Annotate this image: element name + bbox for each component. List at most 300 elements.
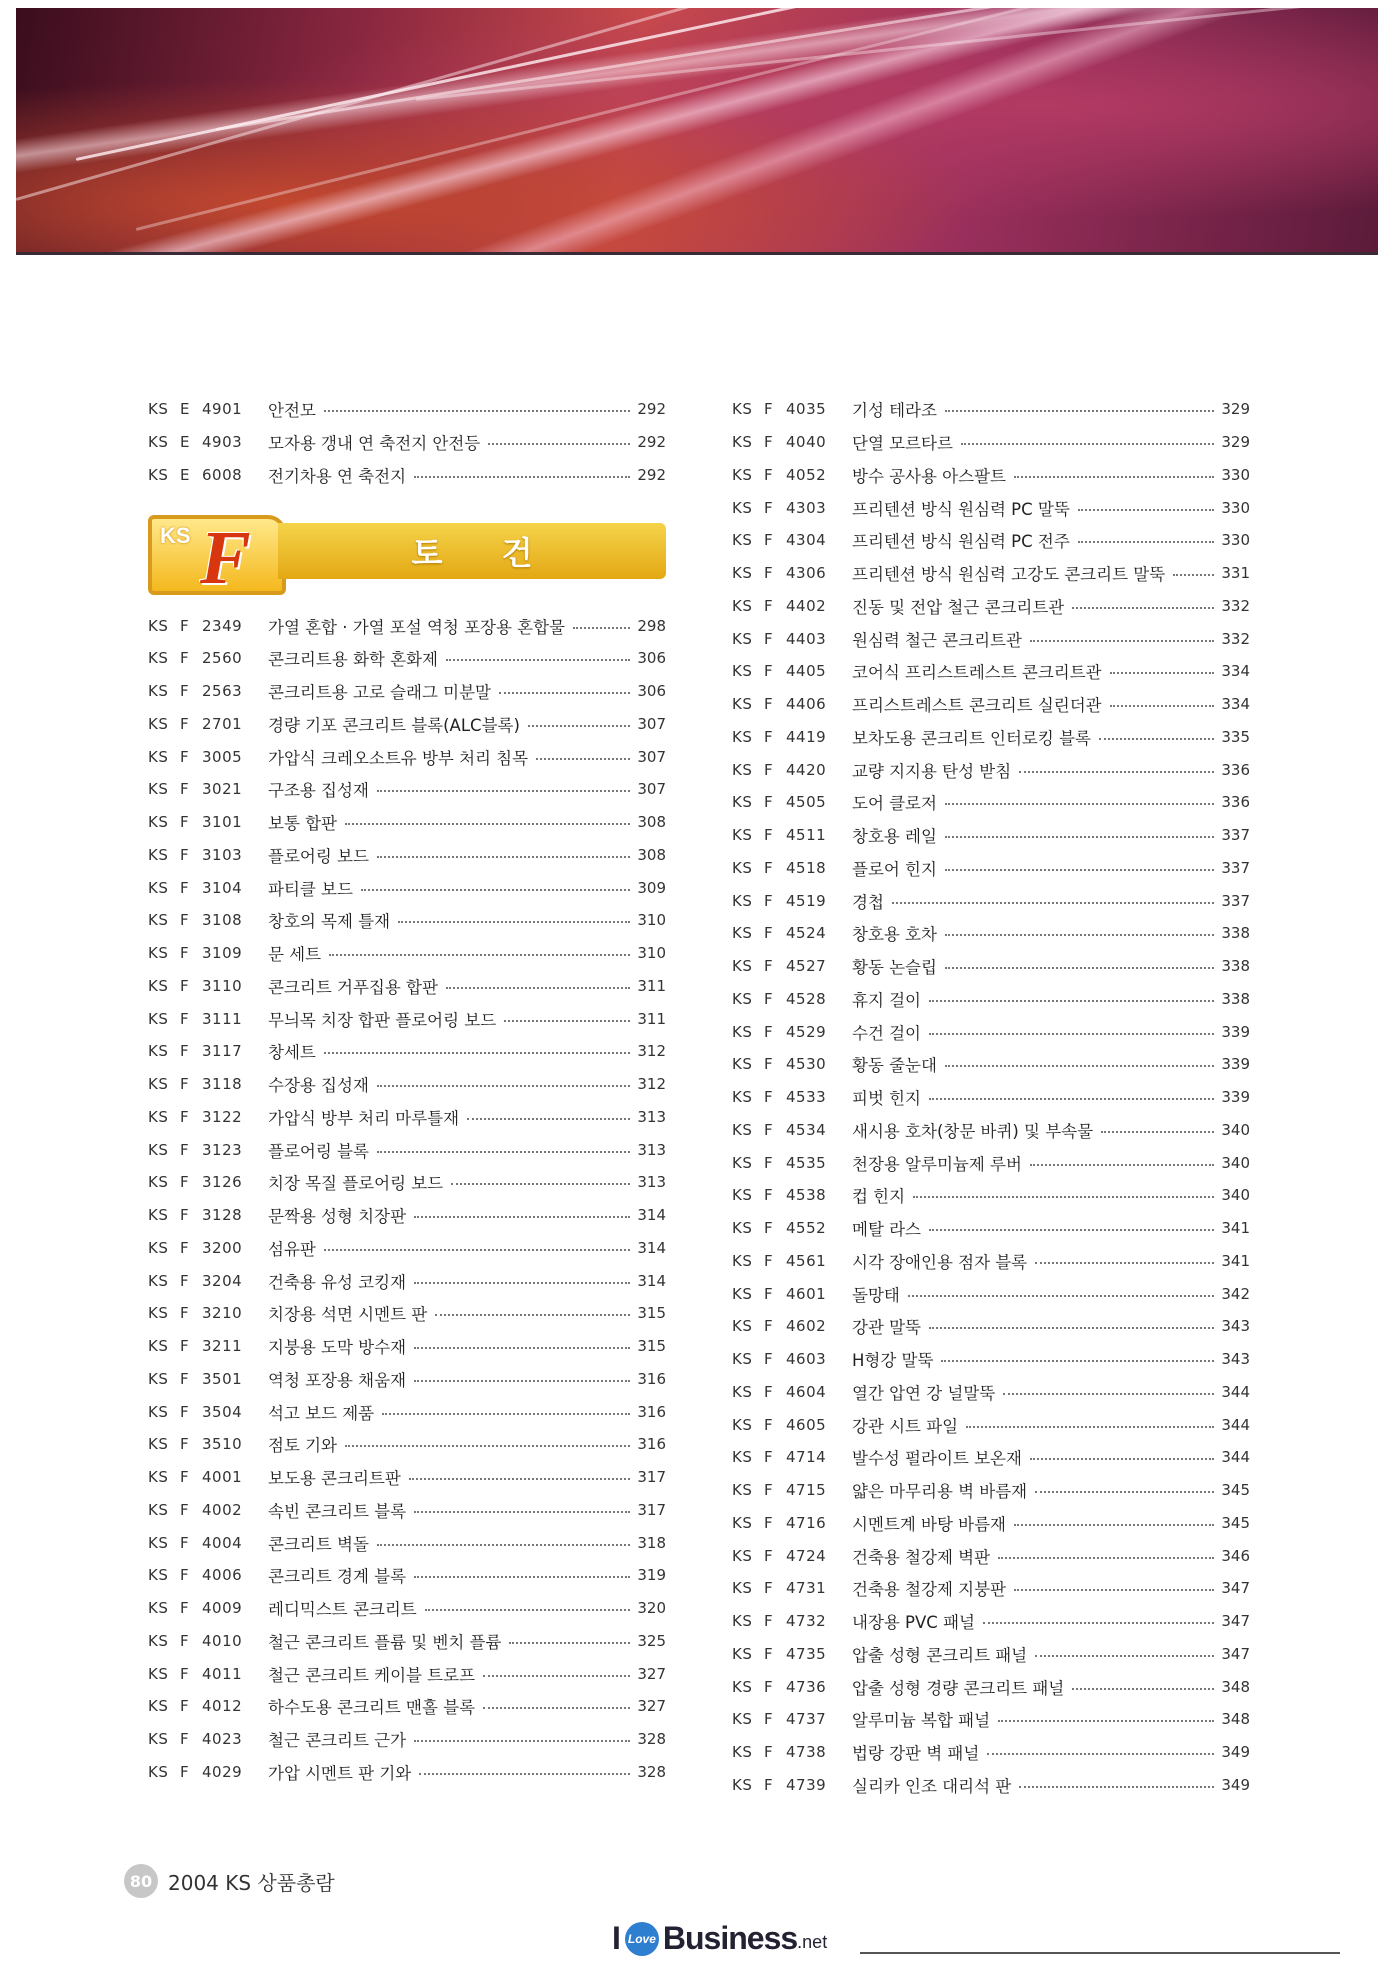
entry-title: 도어 클로저 bbox=[852, 794, 937, 814]
code-prefix: KS bbox=[148, 465, 169, 484]
entry-page: 339 bbox=[1221, 1088, 1250, 1107]
code-category: F bbox=[764, 1513, 774, 1532]
entry-title: 얇은 마무리용 벽 바름재 bbox=[852, 1482, 1028, 1502]
code-category: F bbox=[764, 1775, 774, 1794]
index-entry bbox=[148, 1559, 666, 1592]
entry-title: 방수 공사용 아스팔트 bbox=[852, 466, 1006, 486]
dot-leader bbox=[1030, 640, 1214, 642]
entry-page: 316 bbox=[637, 1402, 666, 1421]
code-category: F bbox=[764, 1644, 774, 1663]
code-prefix: KS bbox=[732, 629, 753, 648]
entry-page: 334 bbox=[1221, 662, 1250, 681]
code-category: F bbox=[764, 1088, 774, 1107]
entry-title: 석고 보드 제품 bbox=[268, 1403, 375, 1423]
index-entry bbox=[732, 1212, 1250, 1245]
code-prefix: KS bbox=[148, 1337, 169, 1356]
standard-code bbox=[732, 1481, 852, 1499]
code-category: F bbox=[764, 1186, 774, 1205]
entry-page: 343 bbox=[1221, 1350, 1250, 1369]
code-prefix: KS bbox=[732, 793, 753, 812]
dot-leader bbox=[483, 1675, 630, 1677]
index-entry bbox=[732, 950, 1250, 983]
standard-code bbox=[732, 1579, 852, 1597]
entry-page: 340 bbox=[1221, 1186, 1250, 1205]
dot-leader bbox=[1072, 607, 1214, 609]
entry-page: 342 bbox=[1221, 1284, 1250, 1303]
entry-page: 336 bbox=[1221, 760, 1250, 779]
index-entry bbox=[732, 1245, 1250, 1278]
dot-leader bbox=[1019, 771, 1214, 773]
entry-title: 철근 콘크리트 근가 bbox=[268, 1731, 407, 1751]
code-prefix: KS bbox=[732, 1251, 753, 1270]
dot-leader bbox=[446, 659, 630, 661]
standard-code bbox=[732, 728, 852, 746]
code-number: 4519 bbox=[786, 891, 827, 910]
entry-page: 298 bbox=[637, 616, 666, 635]
dot-leader bbox=[483, 1707, 630, 1709]
entry-page: 345 bbox=[1221, 1481, 1250, 1500]
code-prefix: KS bbox=[732, 924, 753, 943]
index-entry bbox=[148, 708, 666, 741]
entry-page: 307 bbox=[637, 714, 666, 733]
standard-code bbox=[148, 1010, 268, 1028]
index-entry bbox=[732, 1507, 1250, 1540]
standard-code bbox=[732, 662, 852, 680]
dot-leader bbox=[573, 627, 630, 629]
entry-title: 수건 걸이 bbox=[852, 1023, 922, 1043]
index-entry bbox=[148, 1297, 666, 1330]
dot-leader bbox=[998, 1557, 1214, 1559]
index-entry bbox=[732, 491, 1250, 524]
entry-title: 코어식 프리스트레스트 콘크리트관 bbox=[852, 663, 1102, 683]
index-entry bbox=[732, 1703, 1250, 1736]
dot-leader bbox=[987, 1753, 1214, 1755]
code-prefix: KS bbox=[732, 400, 753, 419]
standard-code bbox=[732, 695, 852, 713]
standard-code bbox=[732, 1612, 852, 1630]
code-number: 4304 bbox=[786, 531, 827, 550]
code-category: F bbox=[764, 465, 774, 484]
entry-page: 338 bbox=[1221, 957, 1250, 976]
index-entry bbox=[148, 1461, 666, 1494]
standard-code bbox=[148, 780, 268, 798]
code-number: 4040 bbox=[786, 433, 827, 452]
code-prefix: KS bbox=[148, 1500, 169, 1519]
code-number: 3122 bbox=[202, 1107, 243, 1126]
entry-title: 플로어링 보드 bbox=[268, 846, 369, 866]
entry-page: 318 bbox=[637, 1533, 666, 1552]
standard-code bbox=[148, 617, 268, 635]
dot-leader bbox=[409, 1478, 630, 1480]
section-title: 토 건 bbox=[411, 534, 557, 573]
code-category: F bbox=[180, 1173, 190, 1192]
entry-page: 332 bbox=[1221, 596, 1250, 615]
code-prefix: KS bbox=[148, 1762, 169, 1781]
index-entry bbox=[148, 904, 666, 937]
index-entry bbox=[732, 1310, 1250, 1343]
code-prefix: KS bbox=[148, 649, 169, 668]
index-entry bbox=[732, 1408, 1250, 1441]
standard-code bbox=[148, 1173, 268, 1191]
dot-leader bbox=[1035, 1655, 1214, 1657]
dot-leader bbox=[1110, 705, 1214, 707]
code-number: 3210 bbox=[202, 1304, 243, 1323]
index-entry bbox=[148, 1690, 666, 1723]
standard-code bbox=[732, 1416, 852, 1434]
dot-leader bbox=[414, 1740, 630, 1742]
code-number: 4724 bbox=[786, 1546, 827, 1565]
standard-code bbox=[148, 1632, 268, 1650]
entry-page: 316 bbox=[637, 1435, 666, 1454]
code-number: 2701 bbox=[202, 714, 243, 733]
index-entry bbox=[148, 1363, 666, 1396]
code-prefix: KS bbox=[148, 682, 169, 701]
index-entry bbox=[732, 819, 1250, 852]
index-entry bbox=[148, 1068, 666, 1101]
index-entry bbox=[148, 970, 666, 1003]
dot-leader bbox=[892, 902, 1214, 904]
publication-title: 2004 KS 상품총람 bbox=[168, 1870, 335, 1895]
index-entry bbox=[732, 1605, 1250, 1638]
code-number: 3118 bbox=[202, 1075, 243, 1094]
code-number: 4528 bbox=[786, 989, 827, 1008]
dot-leader bbox=[345, 823, 630, 825]
entry-page: 338 bbox=[1221, 924, 1250, 943]
code-category: F bbox=[180, 649, 190, 668]
code-category: F bbox=[180, 1075, 190, 1094]
entry-page: 307 bbox=[637, 780, 666, 799]
dot-leader bbox=[414, 1347, 630, 1349]
dot-leader bbox=[345, 1445, 630, 1447]
code-number: 4001 bbox=[202, 1468, 243, 1487]
code-prefix: KS bbox=[148, 1042, 169, 1061]
entry-page: 311 bbox=[637, 1009, 666, 1028]
code-prefix: KS bbox=[148, 813, 169, 832]
code-prefix: KS bbox=[148, 1730, 169, 1749]
entry-title: 가압식 방부 처리 마루틀재 bbox=[268, 1108, 460, 1128]
code-category: F bbox=[764, 662, 774, 681]
dot-leader bbox=[1003, 1393, 1214, 1395]
code-prefix: KS bbox=[148, 1566, 169, 1585]
dot-leader bbox=[929, 1327, 1214, 1329]
index-entry bbox=[732, 1736, 1250, 1769]
standard-code bbox=[732, 597, 852, 615]
code-number: 4420 bbox=[786, 760, 827, 779]
dot-leader bbox=[945, 967, 1214, 969]
code-category: F bbox=[180, 1730, 190, 1749]
standard-code bbox=[148, 1534, 268, 1552]
standard-code bbox=[732, 1350, 852, 1368]
entry-page: 307 bbox=[637, 747, 666, 766]
entry-page: 347 bbox=[1221, 1612, 1250, 1631]
entry-title: 구조용 집성재 bbox=[268, 781, 369, 801]
entry-page: 330 bbox=[1221, 531, 1250, 550]
code-category: F bbox=[764, 1448, 774, 1467]
index-entry bbox=[732, 983, 1250, 1016]
code-category: F bbox=[180, 1599, 190, 1618]
dot-leader bbox=[1014, 476, 1214, 478]
code-prefix: KS bbox=[148, 1468, 169, 1487]
standard-code bbox=[732, 1088, 852, 1106]
standard-code bbox=[148, 1665, 268, 1683]
dot-leader bbox=[425, 1609, 630, 1611]
code-number: 4602 bbox=[786, 1317, 827, 1336]
code-prefix: KS bbox=[148, 1009, 169, 1028]
code-category: F bbox=[180, 1762, 190, 1781]
code-prefix: KS bbox=[148, 433, 169, 452]
standard-code bbox=[148, 715, 268, 733]
code-category: F bbox=[764, 400, 774, 419]
dot-leader bbox=[488, 443, 630, 445]
code-category: F bbox=[764, 1350, 774, 1369]
code-number: 2560 bbox=[202, 649, 243, 668]
dot-leader bbox=[446, 987, 630, 989]
standard-code bbox=[148, 1042, 268, 1060]
entry-title: 무늬목 치장 합판 플로어링 보드 bbox=[268, 1010, 497, 1030]
code-prefix: KS bbox=[732, 498, 753, 517]
dot-leader bbox=[324, 1249, 630, 1251]
code-number: 4530 bbox=[786, 1055, 827, 1074]
entry-title: 레디믹스트 콘크리트 bbox=[268, 1600, 417, 1620]
code-category: F bbox=[764, 695, 774, 714]
entry-page: 292 bbox=[637, 400, 666, 419]
entry-page: 340 bbox=[1221, 1153, 1250, 1172]
code-prefix: KS bbox=[148, 1599, 169, 1618]
code-prefix: KS bbox=[732, 465, 753, 484]
code-category: F bbox=[764, 793, 774, 812]
code-category: F bbox=[764, 1743, 774, 1762]
entry-page: 338 bbox=[1221, 989, 1250, 1008]
standard-code bbox=[148, 1435, 268, 1453]
entry-title: 교량 지지용 탄성 받침 bbox=[852, 761, 1012, 781]
entry-page: 306 bbox=[637, 682, 666, 701]
standard-code bbox=[732, 1383, 852, 1401]
code-category: F bbox=[764, 498, 774, 517]
code-category: F bbox=[180, 813, 190, 832]
standard-code bbox=[732, 1055, 852, 1073]
code-number: 4715 bbox=[786, 1481, 827, 1500]
index-entry bbox=[732, 393, 1250, 426]
code-category: F bbox=[180, 1566, 190, 1585]
code-prefix: KS bbox=[732, 1612, 753, 1631]
index-entry bbox=[732, 655, 1250, 688]
entry-page: 341 bbox=[1221, 1251, 1250, 1270]
code-number: 3005 bbox=[202, 747, 243, 766]
entry-title: 가열 혼합 · 가열 포설 역청 포장용 혼합물 bbox=[268, 617, 565, 637]
code-number: 4419 bbox=[786, 727, 827, 746]
code-prefix: KS bbox=[148, 878, 169, 897]
code-category: F bbox=[764, 1579, 774, 1598]
code-category: F bbox=[764, 826, 774, 845]
entry-page: 344 bbox=[1221, 1448, 1250, 1467]
entry-page: 344 bbox=[1221, 1382, 1250, 1401]
index-entry bbox=[732, 524, 1250, 557]
entry-title: 속빈 콘크리트 블록 bbox=[268, 1501, 407, 1521]
code-prefix: KS bbox=[148, 911, 169, 930]
code-number: 3117 bbox=[202, 1042, 243, 1061]
index-entry bbox=[732, 1441, 1250, 1474]
entry-page: 320 bbox=[637, 1599, 666, 1618]
index-entry bbox=[148, 426, 666, 459]
banner-divider bbox=[16, 252, 1378, 255]
entry-page: 340 bbox=[1221, 1120, 1250, 1139]
entry-page: 315 bbox=[637, 1304, 666, 1323]
code-prefix: KS bbox=[148, 976, 169, 995]
code-number: 3123 bbox=[202, 1140, 243, 1159]
index-entry bbox=[732, 884, 1250, 917]
entry-title: 경량 기포 콘크리트 블록(ALC블록) bbox=[268, 715, 520, 735]
entry-page: 312 bbox=[637, 1042, 666, 1061]
dot-leader bbox=[504, 1020, 630, 1022]
code-number: 3104 bbox=[202, 878, 243, 897]
dot-leader bbox=[1099, 738, 1214, 740]
entry-title: 보통 합판 bbox=[268, 814, 338, 834]
entry-title: 전기차용 연 축전지 bbox=[268, 466, 407, 486]
page-footer bbox=[124, 1864, 335, 1898]
standard-code bbox=[732, 1317, 852, 1335]
code-prefix: KS bbox=[732, 1481, 753, 1500]
code-category: F bbox=[180, 1631, 190, 1650]
code-category: F bbox=[180, 1435, 190, 1454]
code-prefix: KS bbox=[732, 1350, 753, 1369]
entry-page: 347 bbox=[1221, 1644, 1250, 1663]
dot-leader bbox=[1101, 1131, 1214, 1133]
dot-leader bbox=[929, 1098, 1214, 1100]
heart-icon: Love bbox=[625, 1922, 659, 1956]
entry-title: 컵 힌지 bbox=[852, 1187, 906, 1207]
dot-leader bbox=[961, 443, 1214, 445]
entry-title: 콘크리트용 고로 슬래그 미분말 bbox=[268, 683, 491, 703]
entry-title: 프리텐션 방식 원심력 고강도 콘크리트 말뚝 bbox=[852, 565, 1166, 585]
dot-leader bbox=[414, 1216, 630, 1218]
dot-leader bbox=[329, 954, 630, 956]
code-category: E bbox=[180, 400, 190, 419]
entry-title: 건축용 철강제 지붕판 bbox=[852, 1580, 1006, 1600]
code-category: F bbox=[180, 1697, 190, 1716]
entry-title: 점토 기와 bbox=[268, 1436, 338, 1456]
entry-title: 새시용 호차(창문 바퀴) 및 부속물 bbox=[852, 1121, 1094, 1141]
code-prefix: KS bbox=[148, 1140, 169, 1159]
entry-title: 철근 콘크리트 케이블 트로프 bbox=[268, 1665, 476, 1685]
logo-net: .net bbox=[797, 1932, 828, 1952]
entry-page: 347 bbox=[1221, 1579, 1250, 1598]
code-number: 2563 bbox=[202, 682, 243, 701]
entry-page: 306 bbox=[637, 649, 666, 668]
standard-code bbox=[148, 879, 268, 897]
f-category-list-right bbox=[732, 393, 1250, 1801]
entry-title: 발수성 펄라이트 보온재 bbox=[852, 1449, 1022, 1469]
code-prefix: KS bbox=[732, 826, 753, 845]
left-column bbox=[148, 393, 666, 1788]
standard-code bbox=[148, 682, 268, 700]
dot-leader bbox=[382, 1413, 630, 1415]
entry-title: 법랑 강판 벽 패널 bbox=[852, 1744, 980, 1764]
index-entry bbox=[148, 1657, 666, 1690]
code-prefix: KS bbox=[732, 1415, 753, 1434]
code-prefix: KS bbox=[732, 957, 753, 976]
code-prefix: KS bbox=[732, 531, 753, 550]
code-category: F bbox=[180, 1304, 190, 1323]
index-entry bbox=[732, 1638, 1250, 1671]
code-category: F bbox=[180, 878, 190, 897]
code-number: 4405 bbox=[786, 662, 827, 681]
entry-title: 압출 성형 콘크리트 패널 bbox=[852, 1645, 1028, 1665]
code-prefix: KS bbox=[732, 891, 753, 910]
standard-code bbox=[148, 466, 268, 484]
entry-title: 콘크리트용 화학 혼화제 bbox=[268, 650, 438, 670]
code-number: 3101 bbox=[202, 813, 243, 832]
code-number: 3211 bbox=[202, 1337, 243, 1356]
code-prefix: KS bbox=[148, 944, 169, 963]
code-prefix: KS bbox=[148, 1304, 169, 1323]
standard-code bbox=[148, 1337, 268, 1355]
standard-code bbox=[148, 748, 268, 766]
code-category: F bbox=[180, 1533, 190, 1552]
standard-code bbox=[732, 1154, 852, 1172]
code-category: F bbox=[764, 1120, 774, 1139]
entry-title: 프리텐션 방식 원심력 PC 말뚝 bbox=[852, 499, 1070, 519]
standard-code bbox=[148, 1141, 268, 1159]
entry-title: 안전모 bbox=[268, 401, 316, 421]
entry-title: 원심력 철근 콘크리트관 bbox=[852, 630, 1022, 650]
standard-code bbox=[148, 433, 268, 451]
standard-code bbox=[732, 564, 852, 582]
code-number: 4306 bbox=[786, 564, 827, 583]
entry-page: 327 bbox=[637, 1664, 666, 1683]
site-logo bbox=[612, 1920, 827, 1957]
code-prefix: KS bbox=[148, 1631, 169, 1650]
entry-title: 창호의 목제 틀재 bbox=[268, 912, 391, 932]
code-prefix: KS bbox=[732, 596, 753, 615]
entry-page: 311 bbox=[637, 976, 666, 995]
code-prefix: KS bbox=[732, 1710, 753, 1729]
dot-leader bbox=[451, 1183, 630, 1185]
entry-page: 310 bbox=[637, 944, 666, 963]
entry-page: 312 bbox=[637, 1075, 666, 1094]
index-entry bbox=[732, 721, 1250, 754]
code-number: 4736 bbox=[786, 1677, 827, 1696]
dot-leader bbox=[377, 790, 630, 792]
f-category-list-left bbox=[148, 609, 666, 1788]
standard-code bbox=[732, 433, 852, 451]
standard-code bbox=[148, 813, 268, 831]
index-entry bbox=[148, 740, 666, 773]
dot-leader bbox=[945, 869, 1214, 871]
code-prefix: KS bbox=[732, 1219, 753, 1238]
code-prefix: KS bbox=[732, 858, 753, 877]
index-entry bbox=[148, 1625, 666, 1658]
index-entry bbox=[732, 1670, 1250, 1703]
code-prefix: KS bbox=[148, 1533, 169, 1552]
index-entry bbox=[148, 1232, 666, 1265]
entry-title: 파티클 보드 bbox=[268, 879, 353, 899]
bottom-divider bbox=[860, 1952, 1340, 1954]
entry-page: 337 bbox=[1221, 826, 1250, 845]
code-category: F bbox=[764, 858, 774, 877]
standard-code bbox=[148, 911, 268, 929]
code-category: F bbox=[764, 1612, 774, 1631]
entry-page: 317 bbox=[637, 1468, 666, 1487]
code-number: 3111 bbox=[202, 1009, 243, 1028]
code-number: 4552 bbox=[786, 1219, 827, 1238]
standard-code bbox=[148, 1075, 268, 1093]
index-entry bbox=[732, 1539, 1250, 1572]
section-title-bar bbox=[278, 523, 666, 579]
code-number: 4605 bbox=[786, 1415, 827, 1434]
index-entry bbox=[148, 1166, 666, 1199]
code-number: 3200 bbox=[202, 1238, 243, 1257]
dot-leader bbox=[467, 1118, 630, 1120]
